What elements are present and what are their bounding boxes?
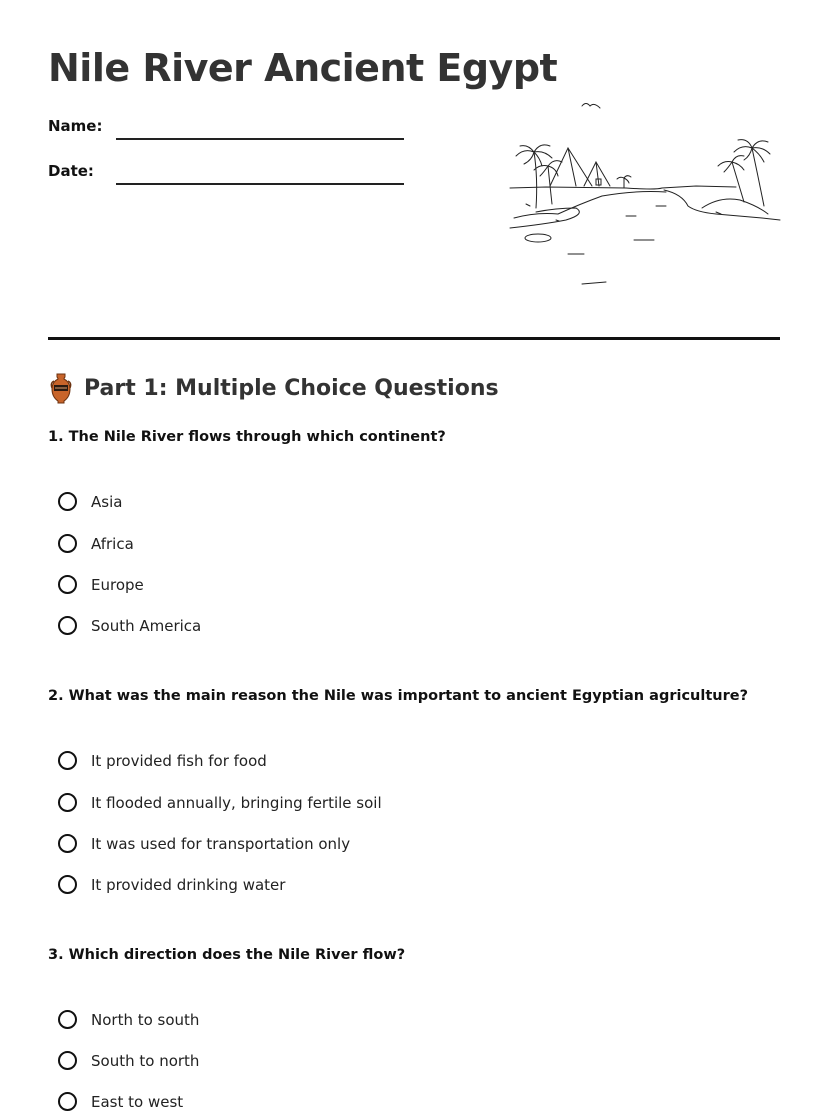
option-label: Africa [91, 534, 134, 553]
question-1-text: 1. The Nile River flows through which continent? [48, 429, 446, 445]
option-label: It provided fish for food [91, 751, 267, 770]
name-label: Name: [48, 117, 103, 135]
radio-button[interactable] [58, 834, 77, 853]
question-2-option-1[interactable] [58, 751, 267, 770]
option-label: North to south [91, 1010, 200, 1029]
question-3-text: 3. Which direction does the Nile River flow? [48, 947, 406, 963]
radio-button[interactable] [58, 534, 77, 553]
option-label: South to north [91, 1051, 200, 1070]
radio-button[interactable] [58, 875, 77, 894]
section-divider [48, 337, 780, 340]
section-title: Part 1: Multiple Choice Questions [84, 375, 499, 401]
question-2-option-4[interactable] [58, 875, 285, 894]
option-label: Europe [91, 575, 144, 594]
option-label: It provided drinking water [91, 875, 286, 894]
page-title: Nile River Ancient Egypt [48, 46, 558, 90]
section-heading [48, 372, 499, 404]
question-1-option-2[interactable] [58, 534, 134, 553]
radio-button[interactable] [58, 616, 77, 635]
radio-button[interactable] [58, 575, 77, 594]
amphora-vase-icon [48, 372, 74, 404]
radio-button[interactable] [58, 492, 77, 511]
question-1-option-1[interactable] [58, 492, 122, 511]
question-3-option-3[interactable] [58, 1092, 183, 1111]
option-label: Asia [91, 492, 123, 511]
name-field[interactable] [116, 138, 404, 140]
option-label: East to west [91, 1092, 184, 1111]
question-2-text: 2. What was the main reason the Nile was important to ancient Egyptian agriculture? [48, 688, 748, 704]
nile-illustration-icon [506, 96, 784, 294]
question-3-option-1[interactable] [58, 1010, 199, 1029]
question-2-option-2[interactable] [58, 793, 382, 812]
question-2-option-3[interactable] [58, 834, 350, 853]
radio-button[interactable] [58, 1051, 77, 1070]
date-field[interactable] [116, 183, 404, 185]
date-label: Date: [48, 162, 94, 180]
option-label: South America [91, 616, 202, 635]
radio-button[interactable] [58, 751, 77, 770]
radio-button[interactable] [58, 1092, 77, 1111]
option-label: It was used for transportation only [91, 834, 351, 853]
option-label: It flooded annually, bringing fertile soil [91, 793, 382, 812]
question-3-option-2[interactable] [58, 1051, 199, 1070]
radio-button[interactable] [58, 793, 77, 812]
question-1-option-3[interactable] [58, 575, 144, 594]
radio-button[interactable] [58, 1010, 77, 1029]
question-1-option-4[interactable] [58, 616, 201, 635]
